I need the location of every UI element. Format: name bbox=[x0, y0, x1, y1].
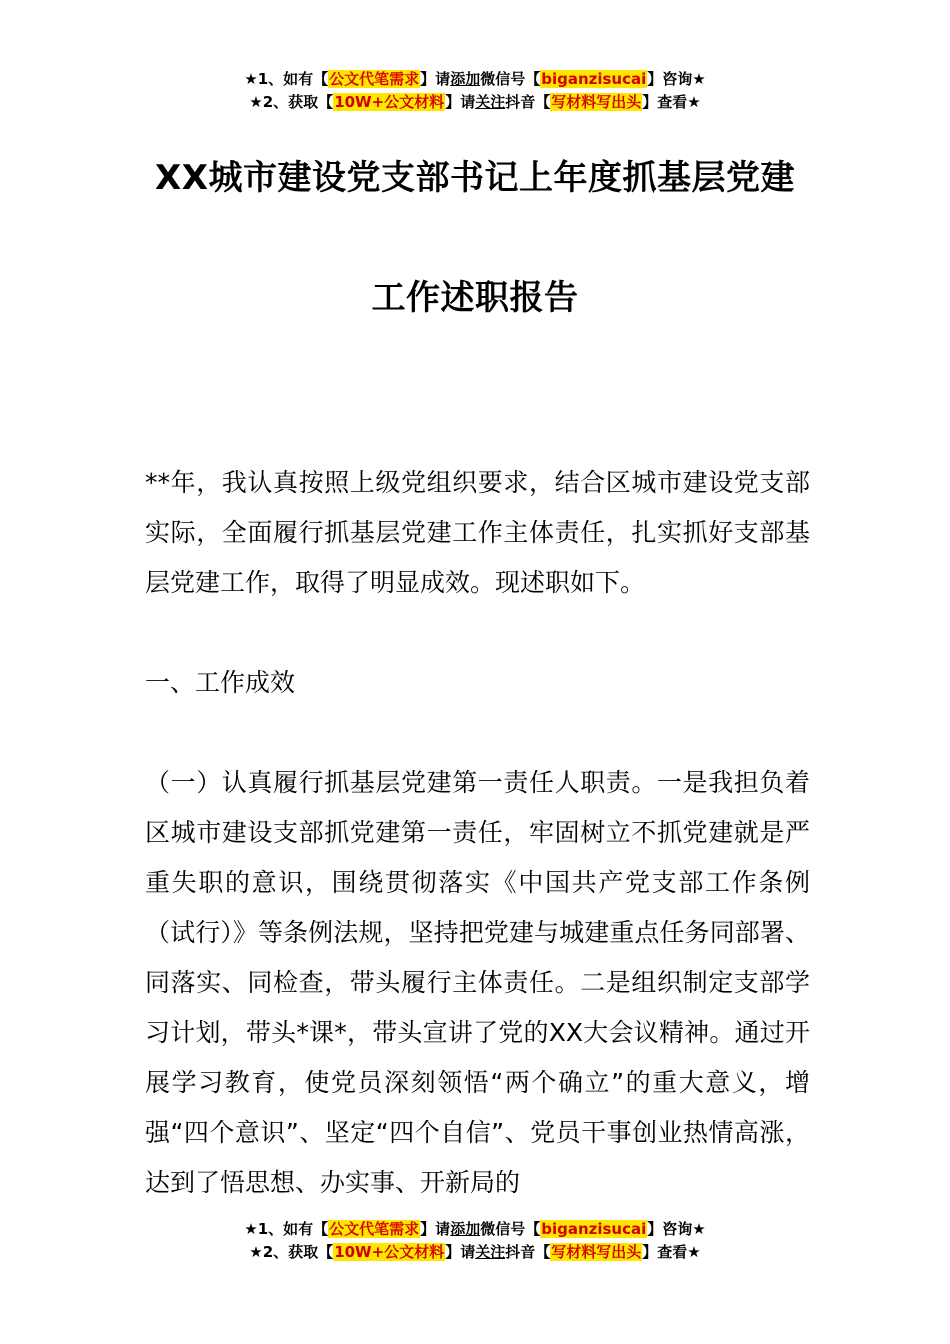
promo-line-1 bbox=[0, 68, 950, 91]
promo-banner-bottom bbox=[0, 1218, 950, 1264]
promo-text: ★2、获取【 bbox=[249, 93, 334, 111]
promo-line-1 bbox=[0, 1218, 950, 1241]
promo-text: ★2、获取【 bbox=[249, 1243, 334, 1261]
promo-text: 】请 bbox=[420, 1220, 451, 1238]
promo-highlight: 公文代笔需求 bbox=[329, 70, 420, 88]
promo-text: ★1、如有【 bbox=[244, 70, 329, 88]
section-heading-text: 一、工作成效 bbox=[145, 668, 296, 697]
douyin-id-highlight: 写材料写出头 bbox=[551, 1243, 642, 1261]
intro-text: **年，我认真按照上级党组织要求，结合区城市建设党支部实际，全面履行抓基层党建工作主体责任，扎实抓好支部基层党建工作，取得了明显成效。现述职如下。 bbox=[145, 468, 810, 597]
section-heading bbox=[145, 658, 810, 708]
promo-text: 】咨询★ bbox=[647, 70, 706, 88]
promo-text: 微信号【 bbox=[480, 1220, 541, 1238]
body-paragraph-text: （一）认真履行抓基层党建第一责任人职责。一是我担负着区城市建设支部抓党建第一责任，牢固树立不抓党建就是严重失职的意识，围绕贯彻落实《中国共产党支部工作条例（试行）》等条例法规，坚持把党建与城建重点任务同部署、同落实、同检查，带头履行主体责任。二是组织制定支部学习计划，带头*课*，带头宣讲了党的XX大会议精神。通过开展学习教育，使党员深刻领悟“两个确立”的重大意义，增强“四个意识”、坚定“四个自信”、党员干事创业热情高涨，达到了悟思想、办实事、开新局的 bbox=[145, 768, 810, 1197]
wechat-id-highlight: biganzisucai bbox=[541, 70, 647, 88]
promo-text: 】请 bbox=[445, 1243, 476, 1261]
document-title-line-1: XX城市建设党支部书记上年度抓基层党建 bbox=[155, 158, 795, 198]
promo-line-2 bbox=[0, 91, 950, 114]
promo-text: 】查看★ bbox=[642, 93, 701, 111]
document-title-line-2: 工作述职报告 bbox=[371, 278, 579, 318]
promo-text: 抖音【 bbox=[505, 1243, 551, 1261]
wechat-id-highlight: biganzisucai bbox=[541, 1220, 647, 1238]
promo-underlined: 添加 bbox=[450, 1220, 481, 1238]
promo-text: 】请 bbox=[445, 93, 476, 111]
promo-banner-top bbox=[0, 68, 950, 114]
promo-text: 】请 bbox=[420, 70, 451, 88]
promo-line-2 bbox=[0, 1241, 950, 1264]
promo-text: 】咨询★ bbox=[647, 1220, 706, 1238]
promo-highlight: 10W+公文材料 bbox=[334, 1243, 445, 1261]
promo-underlined: 关注 bbox=[475, 1243, 506, 1261]
promo-underlined: 关注 bbox=[475, 93, 506, 111]
intro-paragraph bbox=[145, 458, 810, 608]
promo-text: 】查看★ bbox=[642, 1243, 701, 1261]
promo-underlined: 添加 bbox=[450, 70, 481, 88]
promo-text: ★1、如有【 bbox=[244, 1220, 329, 1238]
promo-text: 微信号【 bbox=[480, 70, 541, 88]
promo-text: 抖音【 bbox=[505, 93, 551, 111]
promo-highlight: 10W+公文材料 bbox=[334, 93, 445, 111]
body-paragraph-1 bbox=[145, 758, 810, 1208]
promo-highlight: 公文代笔需求 bbox=[329, 1220, 420, 1238]
douyin-id-highlight: 写材料写出头 bbox=[551, 93, 642, 111]
